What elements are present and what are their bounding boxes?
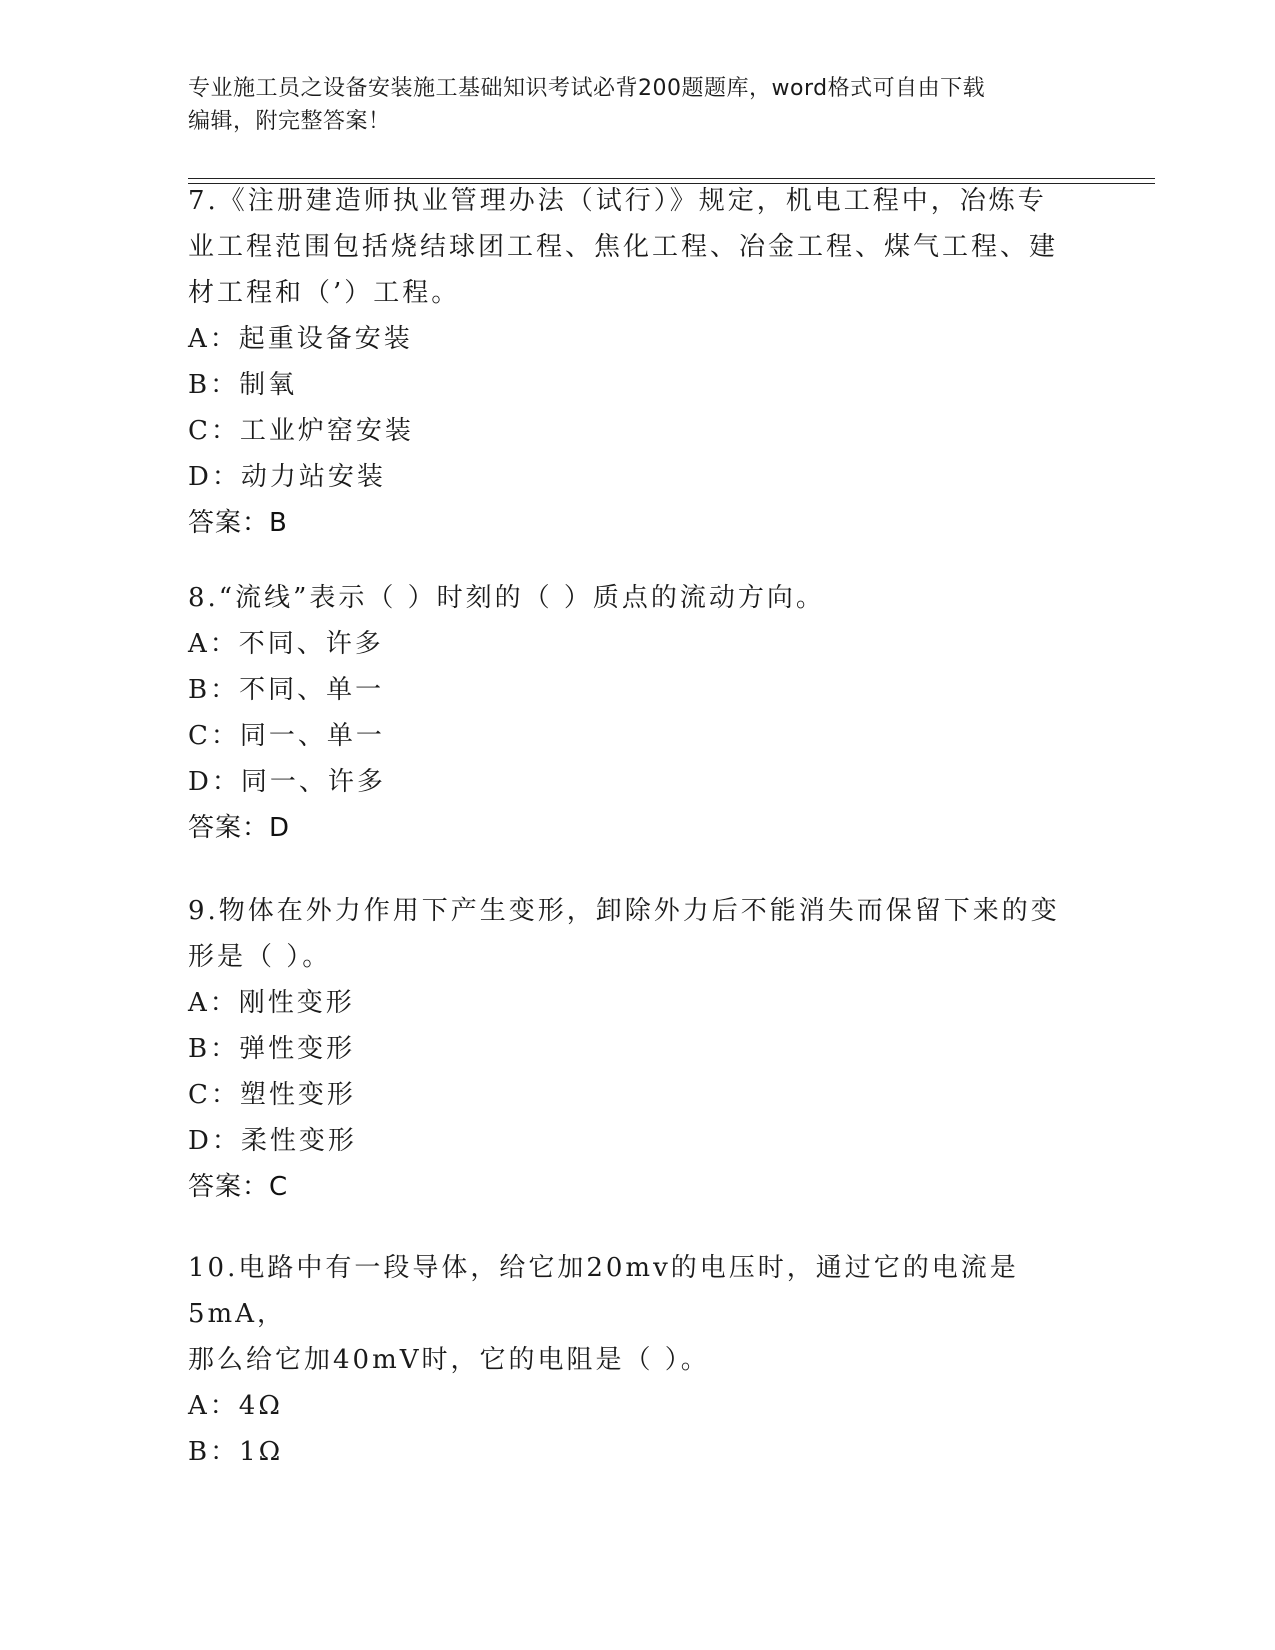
question-stem-line: 9.物体在外力作用下产生变形，卸除外力后不能消失而保留下来的变	[188, 896, 1060, 926]
answer-label: 答案：C	[188, 1172, 289, 1202]
question-9	[188, 888, 1068, 1210]
question-stem-line: 那么给它加40mV时，它的电阻是（ ）。	[188, 1345, 710, 1375]
question-stem-line: 10.电路中有一段导体，给它加20mv的电压时，通过它的电流是5mA，	[188, 1253, 1019, 1329]
question-stem-line: 8.“流线”表示（ ）时刻的（ ）质点的流动方向。	[188, 583, 825, 613]
question-stem-line: 材工程和（’）工程。	[188, 278, 461, 308]
header-title-line-1: 专业施工员之设备安装施工基础知识考试必背200题题库，word格式可自由下载	[188, 76, 986, 101]
question-7	[188, 178, 1068, 546]
option-c: C：工业炉窑安装	[188, 416, 414, 446]
answer-label: 答案：B	[188, 508, 288, 538]
answer-label: 答案：D	[188, 813, 291, 843]
option-b: B：不同、单一	[188, 675, 385, 705]
question-8	[188, 575, 1068, 851]
option-b: B：弹性变形	[188, 1034, 356, 1064]
option-c: C：同一、单一	[188, 721, 385, 751]
question-10	[188, 1245, 1068, 1475]
option-a: A：4Ω	[188, 1391, 283, 1421]
option-c: C：塑性变形	[188, 1080, 356, 1110]
option-b: B：制氧	[188, 370, 298, 400]
question-stem-line: 7.《注册建造师执业管理办法（试行）》规定，机电工程中，冶炼专	[188, 186, 1047, 216]
option-a: A：不同、许多	[188, 629, 384, 659]
option-b: B：1Ω	[188, 1437, 284, 1467]
option-a: A：起重设备安装	[188, 324, 413, 354]
document-header	[188, 72, 1068, 138]
option-d: D：动力站安装	[188, 462, 386, 492]
question-stem-line: 业工程范围包括烧结球团工程、焦化工程、冶金工程、煤气工程、建	[188, 232, 1059, 262]
option-a: A：刚性变形	[188, 988, 355, 1018]
question-stem-line: 形是（ ）。	[188, 942, 332, 972]
header-title-line-2: 编辑，附完整答案！	[188, 109, 391, 134]
option-d: D：柔性变形	[188, 1126, 357, 1156]
option-d: D：同一、许多	[188, 767, 386, 797]
